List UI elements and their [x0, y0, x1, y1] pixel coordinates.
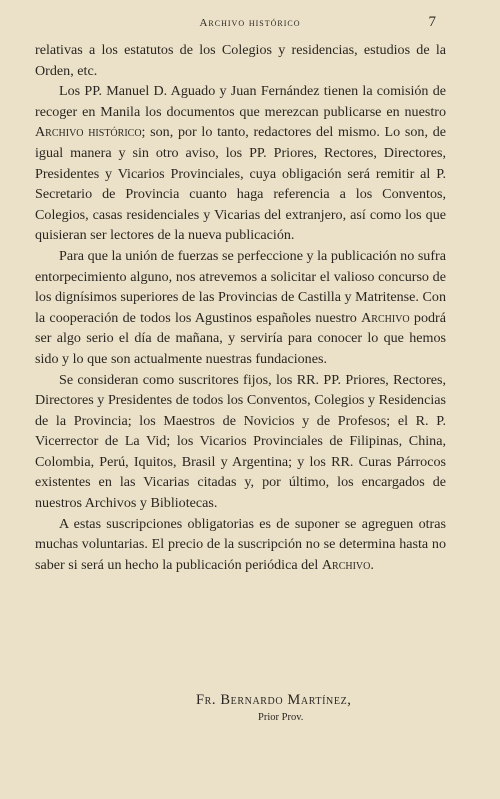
paragraph-text: Para que la unión de fuerzas se perfeccione y la publicación no sufra entorpecimiento alguno, nos atrevemos a solicitar el valioso concurso de los dignísimos superiores de las Provincias de Castilla y Matritense. Con la cooperación de todos los Agustinos españoles nuestro	[35, 247, 446, 326]
paragraph	[35, 40, 446, 81]
small-caps-text: Archivo histórico	[35, 124, 142, 141]
paragraph-text: Los PP. Manuel D. Aguado y Juan Fernández tienen la comisión de recoger en Manila los documentos que merezcan publicarse en nuestro	[35, 83, 446, 120]
page-number: 7	[428, 14, 436, 30]
paragraph-text: podrá ser algo serio el día de mañana, y serviría para conocer lo que hemos sido y lo que son actualmente nuestras fundaciones.	[35, 309, 446, 367]
small-caps-text: Archivo	[321, 556, 371, 573]
paragraph	[35, 246, 446, 370]
signature-role: Prior Prov.	[258, 712, 304, 723]
small-caps-text: Archivo	[361, 309, 410, 326]
paragraph	[35, 370, 446, 514]
paragraph-text: ; son, por lo tanto, redactores del mismo. Lo son, de igual manera y sin otro aviso, los PP. Priores, Rectores, Directores, Presidentes y Vicarios Provinciales, cuya obligación será remitir al P. Secretario de Provincia cuanto haga referencia a los Conventos, Colegios, casas residenciales y Vicarias del extranjero, así como los que quisieran ser lectores de la nueva publicación.	[35, 124, 446, 244]
paragraph-text: relativas a los estatutos de los Colegios y residencias, estudios de la Orden, etc.	[35, 42, 446, 79]
signature-name: Fr. Bernardo Martínez,	[196, 692, 352, 708]
paragraph-text: .	[370, 556, 374, 573]
paragraph-text: A estas suscripciones obligatorias es de suponer se agreguen otras muchas voluntarias. El precio de la suscripción no se determina hasta no saber si será un hecho la publicación periódica del	[35, 515, 446, 573]
running-head	[0, 14, 500, 34]
body-text	[35, 40, 446, 575]
paragraph	[35, 514, 446, 576]
running-title: Archivo histórico	[199, 17, 301, 29]
paragraph-text: Se consideran como suscritores fijos, los RR. PP. Priores, Rectores, Directores y Presidentes de todos los Conventos, Colegios y Residencias de la Provincia; los Maestros de Novicios y de Profesos; el R. P. Vicerrector de La Vid; los Vicarios Provinciales de Filipinas, China, Colombia, Perú, Iquitos, Brasil y Argentina; y los RR. Curas Párrocos existentes en las Vicarias citadas y, por último, los encargados de nuestros Archivos y Bibliotecas.	[35, 371, 446, 512]
signature-block	[0, 692, 500, 736]
paragraph	[35, 81, 446, 246]
